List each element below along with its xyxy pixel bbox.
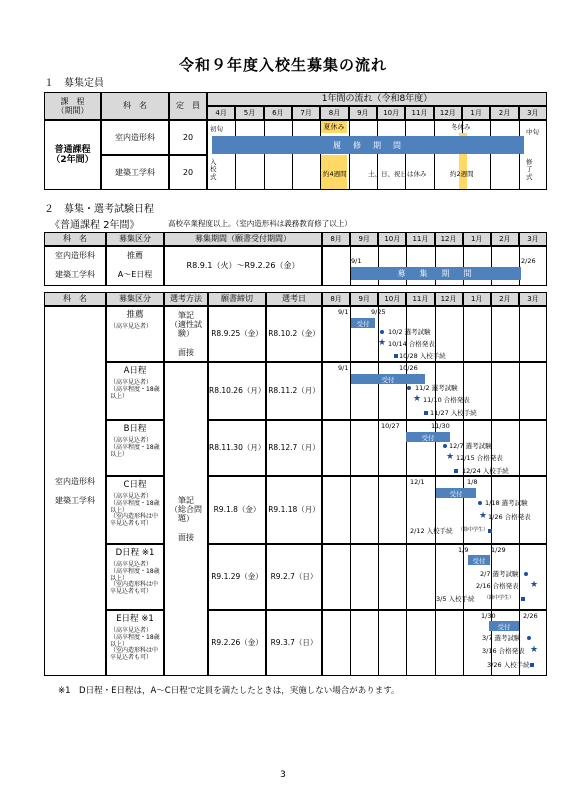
- t2-grid-line: [350, 246, 351, 286]
- dot-icon: [527, 636, 531, 640]
- t1-month-header: 2月: [490, 106, 518, 120]
- t2-month-header: 1月: [463, 232, 491, 246]
- t2-month-header: 12月: [435, 232, 463, 246]
- star-icon: ★: [446, 452, 455, 462]
- dot-icon: [524, 572, 528, 576]
- square-icon: [521, 597, 525, 601]
- t1-month-header: 12月: [434, 106, 462, 120]
- qualification-text: 高校卒業程度以上。（室内造形科は義務教育修了以上）: [168, 219, 352, 228]
- t2-header-period: 募集期間（願書受付期間）: [164, 232, 322, 246]
- t3-grid-line: [406, 420, 407, 476]
- t3-event-1: 1/18 選考試験: [485, 499, 528, 507]
- t2-type-recommendation: 推薦: [127, 251, 143, 260]
- t3-event-2: 1/26 合格発表: [488, 513, 531, 521]
- t3-close-date: 2/26: [523, 612, 538, 620]
- t3-deadline: R8.11.30（月）: [208, 420, 266, 476]
- dot-icon: [478, 501, 482, 505]
- t3-deadline: R9.1.8（金）: [208, 476, 266, 544]
- t2-recruitment-bar: 募 集 期 間: [351, 267, 521, 280]
- t1-grid-line: [405, 120, 406, 190]
- t3-deadline: R8.10.26（月）: [208, 362, 266, 420]
- t3-event-3: 12/24 入校手続: [462, 467, 509, 475]
- t3-grid-line: [350, 476, 351, 544]
- t1-grid-line: [349, 120, 350, 190]
- dot-icon: [443, 444, 447, 448]
- t3-event-1: 11/2 選考試験: [415, 384, 458, 392]
- t3-grid-line: [519, 420, 520, 476]
- t3-event-1: 3/7 選考試験: [482, 634, 521, 642]
- t3-event-2: 10/14 合格発表: [388, 340, 435, 348]
- square-icon: [424, 411, 428, 415]
- t1-grid-line: [519, 120, 520, 190]
- t2-end-date: 2/26: [521, 257, 536, 265]
- footnote: ※1 D日程・E日程は，A～C日程で定員を満たしたときは，実施しない場合があります。: [58, 686, 400, 696]
- t3-department: 室内造形科 建築工学科: [44, 306, 106, 676]
- t3-deadline: R8.9.25（金）: [208, 306, 266, 362]
- header-capacity: 定 員: [169, 92, 207, 120]
- t3-method-aptitude: 筆記 （適性試験） 面接: [164, 306, 208, 362]
- t3-type-name: A日程: [123, 366, 147, 376]
- t3-type-cell: [106, 306, 164, 362]
- t1-grid-line: [377, 120, 378, 190]
- section-schedule-heading: ２ 募集・選考試験日程: [44, 204, 154, 215]
- t3-event-3: 10/28 入校手続: [399, 352, 446, 360]
- t3-type-cell: [106, 476, 164, 544]
- t3-method-general: 筆記 （総合問題） 面接: [164, 362, 208, 676]
- t2-types: [106, 246, 164, 286]
- t1-month-header: 10月: [377, 106, 405, 120]
- t3-grid-line: [378, 544, 379, 610]
- t3-close-date: 11/30: [431, 422, 450, 430]
- t3-event-2: 3/16 合格発表: [482, 647, 525, 655]
- star-icon: ★: [530, 580, 539, 590]
- t3-grid-line: [406, 544, 407, 610]
- t3-event-note: （除中学生）: [484, 595, 515, 601]
- t3-close-date: 1/29: [491, 546, 506, 554]
- t3-grid-line: [350, 306, 351, 362]
- t3-month-header: 10月: [378, 292, 406, 306]
- winter-break-label: 冬休み: [451, 123, 471, 131]
- t3-start-date: 12/1: [410, 478, 425, 486]
- summer-weeks-label: 約4週間: [323, 170, 347, 178]
- t3-event-2: 11/10 合格発表: [423, 396, 470, 404]
- t3-grid-line: [491, 362, 492, 420]
- t3-grid-line: [519, 476, 520, 544]
- t3-type-name: D日程 ※1: [115, 548, 155, 558]
- t2-month-header: 2月: [491, 232, 519, 246]
- t3-deadline: R9.2.26（金）: [208, 610, 266, 676]
- t3-month-header: 8月: [322, 292, 350, 306]
- t3-grid-line: [463, 306, 464, 362]
- start-early-label: 初旬: [210, 125, 223, 133]
- t2-grid-line: [519, 246, 520, 286]
- t1-month-header: 7月: [292, 106, 320, 120]
- t3-deadline: R9.1.29（金）: [208, 544, 266, 610]
- t3-header-method: 選考方法: [164, 292, 208, 306]
- t3-type-note: （高卒見込者） （高卒程度・18歳以上） （室内造形科は中卒見込者も可）: [110, 492, 160, 528]
- course-label: 《普通課程 2年間》: [50, 220, 140, 231]
- t3-grid-line: [519, 544, 520, 610]
- t2-dept-interior: 室内造形科: [55, 251, 95, 260]
- star-icon: ★: [413, 394, 422, 404]
- star-icon: ★: [378, 338, 387, 348]
- t3-grid-line: [463, 610, 464, 676]
- t3-exam-date: R8.12.7（月）: [266, 420, 322, 476]
- t2-grid-line: [463, 246, 464, 286]
- t3-type-name: B日程: [123, 424, 147, 434]
- t2-dept-architecture: 建築工学科: [55, 270, 95, 280]
- capacity-interior: 20: [169, 120, 207, 155]
- t3-start-date: 9/1: [338, 364, 349, 372]
- t3-reception-bar: 受付: [436, 488, 476, 498]
- dot-icon: [407, 386, 411, 390]
- header-course: 課 程 （期間）: [44, 92, 101, 120]
- dept-architecture: 建築工学科: [101, 155, 169, 190]
- t3-reception-bar: 受付: [406, 432, 450, 442]
- t2-header-type: 募集区分: [106, 232, 164, 246]
- t3-type-name: C日程: [123, 480, 147, 490]
- t3-month-header: 12月: [435, 292, 463, 306]
- square-icon: [454, 469, 458, 473]
- t3-header-department: 科 名: [44, 292, 106, 306]
- square-icon: [530, 663, 534, 667]
- t2-month-header: 10月: [378, 232, 406, 246]
- t2-start-date: 9/1: [351, 257, 362, 265]
- t3-grid-line: [406, 476, 407, 544]
- t3-grid-line: [350, 420, 351, 476]
- t3-event-3: 3/26 入校手続: [487, 661, 530, 669]
- t3-type-cell: [106, 544, 164, 610]
- t3-close-date: 9/25: [371, 308, 386, 316]
- t3-type-cell: [106, 610, 164, 676]
- t1-month-header: 3月: [519, 106, 547, 120]
- t1-grid-line: [264, 120, 265, 190]
- graduation-ceremony-label: 修了式: [526, 158, 533, 181]
- t3-exam-date: R8.10.2（金）: [266, 306, 322, 362]
- t2-grid-line: [435, 246, 436, 286]
- t3-grid-line: [350, 362, 351, 420]
- star-icon: ★: [530, 645, 539, 655]
- t3-header-deadline: 願書締切: [208, 292, 266, 306]
- t3-event-1: 2/7 選考試験: [480, 570, 519, 578]
- capacity-architecture: 20: [169, 155, 207, 190]
- t2-header-department: 科 名: [44, 232, 106, 246]
- t3-month-header: 1月: [463, 292, 491, 306]
- t3-reception-bar: 受付: [351, 374, 425, 384]
- t3-exam-date: R9.2.7（日）: [266, 544, 322, 610]
- t2-month-header: 11月: [406, 232, 434, 246]
- dot-icon: [380, 330, 384, 334]
- t3-type-note: （高卒見込者） （高卒程度・18歳以上） （室内造形科は中卒見込者も可）: [110, 560, 160, 596]
- t3-month-header: 9月: [350, 292, 378, 306]
- t3-grid-line: [350, 610, 351, 676]
- t3-grid-line: [519, 362, 520, 420]
- t3-event-1: 12/7 選考試験: [449, 442, 492, 450]
- t3-type-cell: [106, 420, 164, 476]
- header-annual-flow: 1年間の流れ（令和8年度）: [207, 92, 547, 106]
- t2-grid-line: [406, 246, 407, 286]
- t1-month-header: 4月: [207, 106, 235, 120]
- t1-grid-line: [292, 120, 293, 190]
- t3-event-1: 10/2 選考試験: [388, 328, 431, 336]
- t1-grid-line: [235, 120, 236, 190]
- t3-event-2: 12/15 合格発表: [456, 454, 503, 462]
- t2-department: [44, 246, 106, 286]
- t3-month-header: 11月: [406, 292, 434, 306]
- t3-start-date: 10/27: [381, 422, 400, 430]
- t1-grid-line: [490, 120, 491, 190]
- t3-month-header: 3月: [519, 292, 547, 306]
- t3-grid-line: [463, 476, 464, 544]
- section-capacity-heading: １ 募集定員: [44, 78, 104, 89]
- t2-period-value: R8.9.1（火）～R9.2.26（金）: [164, 246, 322, 286]
- square-icon: [488, 529, 492, 533]
- t1-month-header: 5月: [235, 106, 263, 120]
- t3-start-date: 9/1: [338, 308, 349, 316]
- t3-type-name: E日程 ※1: [116, 614, 154, 624]
- t2-grid-line: [491, 246, 492, 286]
- t2-type-schedules: A～E日程: [117, 270, 153, 280]
- star-icon: ★: [479, 511, 488, 521]
- t3-type-name: 推薦: [126, 310, 144, 320]
- t3-month-header: 2月: [491, 292, 519, 306]
- t3-event-3: 2/12 入校手続: [410, 527, 453, 535]
- t3-exam-date: R8.11.2（月）: [266, 362, 322, 420]
- study-period-bar: 履 修 期 間: [212, 136, 524, 154]
- t3-event-3: 3/5 入校手続: [436, 595, 475, 603]
- winter-weeks-label: 約2週間: [450, 170, 474, 178]
- t3-exam-date: R9.3.7（日）: [266, 610, 322, 676]
- t2-month-header: 9月: [350, 232, 378, 246]
- t3-type-note: （高卒見込者） （高卒程度・18歳以上）: [110, 378, 160, 400]
- t1-month-header: 6月: [264, 106, 292, 120]
- t3-grid-line: [491, 306, 492, 362]
- t3-grid-line: [350, 544, 351, 610]
- t3-type-note: （高卒見込者） （高卒程度・18歳以上） （室内造形科は中卒見込者も可）: [110, 626, 160, 662]
- t3-start-date: 1/9: [458, 546, 469, 554]
- header-department: 科 名: [101, 92, 169, 120]
- square-icon: [394, 354, 398, 358]
- t3-close-date: 10/26: [399, 364, 418, 372]
- t1-grid-line: [434, 120, 435, 190]
- t3-event-note: （除中学生）: [458, 527, 489, 533]
- course-general: 普通課程 （2年間）: [44, 120, 101, 190]
- t3-start-date: 1/30: [481, 612, 496, 620]
- entrance-ceremony-label: 入校式: [210, 158, 217, 181]
- t3-reception-bar: 受付: [489, 621, 519, 631]
- t2-grid-line: [378, 246, 379, 286]
- t3-grid-line: [435, 610, 436, 676]
- t3-grid-line: [406, 610, 407, 676]
- t3-grid-line: [519, 306, 520, 362]
- t1-month-header: 11月: [405, 106, 433, 120]
- t3-grid-line: [378, 362, 379, 420]
- t1-month-header: 1月: [462, 106, 490, 120]
- t3-type-note: （高卒見込者）: [110, 322, 153, 330]
- t3-grid-line: [378, 420, 379, 476]
- t3-grid-line: [491, 476, 492, 544]
- t3-reception-bar: 受付: [468, 555, 490, 565]
- page-number: 3: [280, 770, 286, 780]
- t3-type-cell: [106, 362, 164, 420]
- page-title: 令和９年度入校生募集の流れ: [178, 56, 387, 74]
- t3-grid-line: [378, 476, 379, 544]
- t3-header-exam: 選考日: [266, 292, 322, 306]
- t3-grid-line: [378, 610, 379, 676]
- t3-exam-date: R9.1.18（月）: [266, 476, 322, 544]
- dept-interior: 室内造形科: [101, 120, 169, 155]
- t3-event-2: 2/16 合格発表: [476, 582, 519, 590]
- t3-reception-bar: 受付: [351, 318, 375, 328]
- summer-break-label: 夏休み: [321, 121, 347, 133]
- t3-header-type: 募集区分: [106, 292, 164, 306]
- t1-month-header: 9月: [349, 106, 377, 120]
- t2-month-header: 8月: [322, 232, 350, 246]
- holidays-label: 土、日、祝日は休み: [368, 170, 427, 178]
- t1-month-header: 8月: [320, 106, 348, 120]
- end-mid-label: 中旬: [526, 128, 539, 136]
- t3-type-note: （高卒見込者） （高卒程度・18歳以上）: [110, 436, 160, 458]
- t3-close-date: 1/8: [467, 478, 478, 486]
- t3-event-3: 11/27 入校手続: [430, 409, 477, 417]
- t2-month-header: 3月: [519, 232, 547, 246]
